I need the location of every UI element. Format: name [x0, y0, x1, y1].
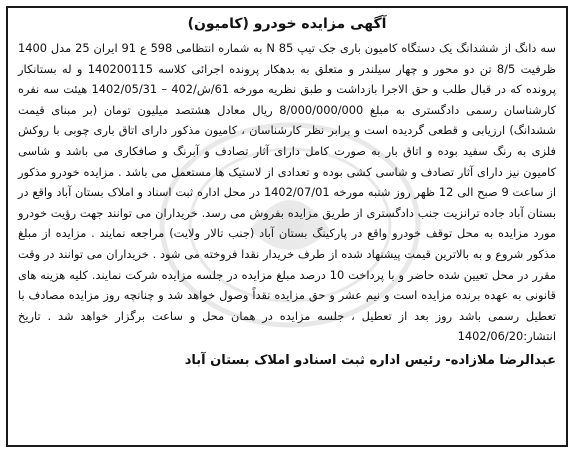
notice-title: آگهی مزایده خودرو (کامیون) — [187, 16, 387, 32]
auction-notice — [6, 6, 568, 447]
notice-signature: عبدالرضا ملازاده- رئیس اداره ثبت اسنادو املاک بستان آباد — [184, 352, 556, 368]
notice-body: سه دانگ از ششدانگ یک دستگاه کامیون باری جک تیپ N 85 به شماره انتظامی 598 ع 91 ایران 25 مدل 1400 ظرفیت 8/5 تن دو محور و چهار سیلندر و متعلق به بدهکار پرونده اجرائی کلاسه 140200115 و له بستانکار پرونده که در قبال طلب و حق الاجرا بازداشت و طبق نظریه مورخه 61/ش/402 – 1402/05/31 هیئت سه نفره کارشناسان رسمی دادگستری به مبلغ 8/000/000/000 ریال معادل هشتصد میلیون تومان (بر مبنای قیمت ششدانگ) ارزیابی و قطعی گردیده است و برابر نظر کارشناسان ، کامیون مذکور دارای اتاق باری چوبی با روکش فلزی به رنگ سفید بوده و اتاق بار به صورت کامل دارای آثار تصادف و آبرنگ و صافکاری می باشد و شاسی کامیون نیز دارای آثار تصادف و شاسی کشی بوده و تعدادی از لاستیک ها مستعمل می باشد . مزایده خودرو مذکور از ساعت 9 صبح الی 12 ظهر روز شنبه مورخه 1402/07/01 در محل اداره ثبت اسناد و املاک بستان آباد واقع در بستان آباد جاده ترانزیت جنب دادگستری از طریق مزایده بفروش می رسد. خریداران می توانند جهت رؤیت خودرو مورد مزایده به محل توقف خودرو واقع در پارکینگ بستان آباد (جنب تالار ولایت) مراجعه نمایند . مزایده از مبلغ مذکور شروع و به بالاترین قیمت پیشنهاد شده از طرف خریدار نقدا فروخته می شود . خریداران می توانند در وقت مقرر در محل تعیین شده حاضر و با پرداخت 10 درصد مبلغ مزایده در جلسه مزایده شرکت نمایند. کلیه هزینه های قانونی به عهده برنده مزایده است و نیم عشر و حق مزایده نقداً وصول خواهد شد و چنانچه روز مزایده مصادف با تعطیل رسمی باشد روز بعد از تعطیل ، جلسه مزایده در همان محل و ساعت برگزار خواهد شد . تاریخ انتشار:1402/06/20 — [18, 41, 557, 344]
